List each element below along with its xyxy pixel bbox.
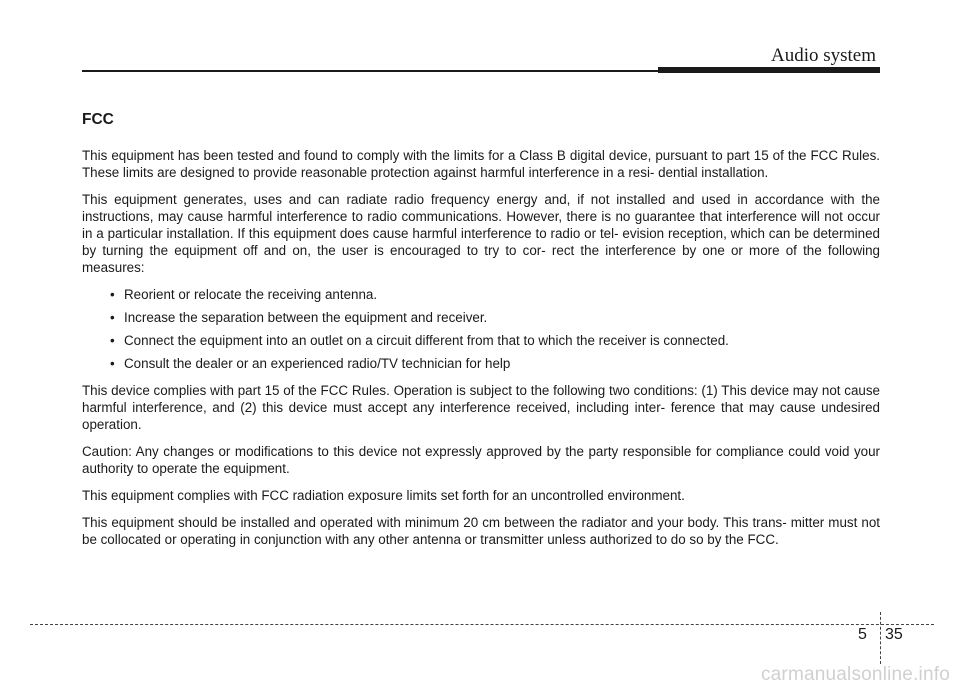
measures-list xyxy=(82,286,880,372)
paragraph: Caution: Any changes or modifications to this device not expressly approved by the party responsible for compliance could void your authority to operate the equipment. xyxy=(82,444,880,476)
header-title: Audio system xyxy=(770,45,876,66)
chapter-number: 5 xyxy=(858,626,867,643)
paragraph: This device complies with part 15 of the FCC Rules. Operation is subject to the following two conditions: (1) This device may not cause harmful interference, and (2) this device must accept any interference received, including inter- ference that may cause undesired operation. xyxy=(82,383,880,432)
paragraph: This equipment complies with FCC radiation exposure limits set forth for an uncontrolled environment. xyxy=(82,488,685,503)
list-item: • Increase the separation between the equipment and receiver. xyxy=(110,309,880,326)
header-rule-thick xyxy=(658,67,880,73)
watermark: carmanualsonline.info xyxy=(760,664,950,685)
list-item: • Reorient or relocate the receiving antenna. xyxy=(110,286,880,303)
main-content xyxy=(82,110,880,558)
paragraph: This equipment should be installed and operated with minimum 20 cm between the radiator and your body. This trans- mitter must not be collocated or operating in conjunction with any other antenna or transmitter unless authorized to do so by the FCC. xyxy=(82,515,880,547)
page-number-divider xyxy=(880,612,881,664)
list-item: • Consult the dealer or an experienced radio/TV technician for help xyxy=(110,355,880,372)
section-title: FCC xyxy=(82,111,114,128)
header-rule-thin xyxy=(82,70,660,72)
page-number: 35 xyxy=(885,626,903,643)
paragraph: This equipment has been tested and found to comply with the limits for a Class B digital device, pursuant to part 15 of the FCC Rules. These limits are designed to provide reasonable protection against harmful interference in a resi- dential installation. xyxy=(82,148,880,180)
paragraph: This equipment generates, uses and can radiate radio frequency energy and, if not installed and used in accordance with the instructions, may cause harmful interference to radio communications. However, there is no guarantee that interference will not occur in a particular installation. If this equipment does cause harmful interference to radio or tel- evision reception, which can be determined by turning the equipment off and on, the user is encouraged to try to cor- rect the interference by one or more of the following measures: xyxy=(82,192,880,275)
list-item: • Connect the equipment into an outlet on a circuit different from that to which the receiver is connected. xyxy=(110,332,880,349)
footer-divider xyxy=(30,624,934,625)
